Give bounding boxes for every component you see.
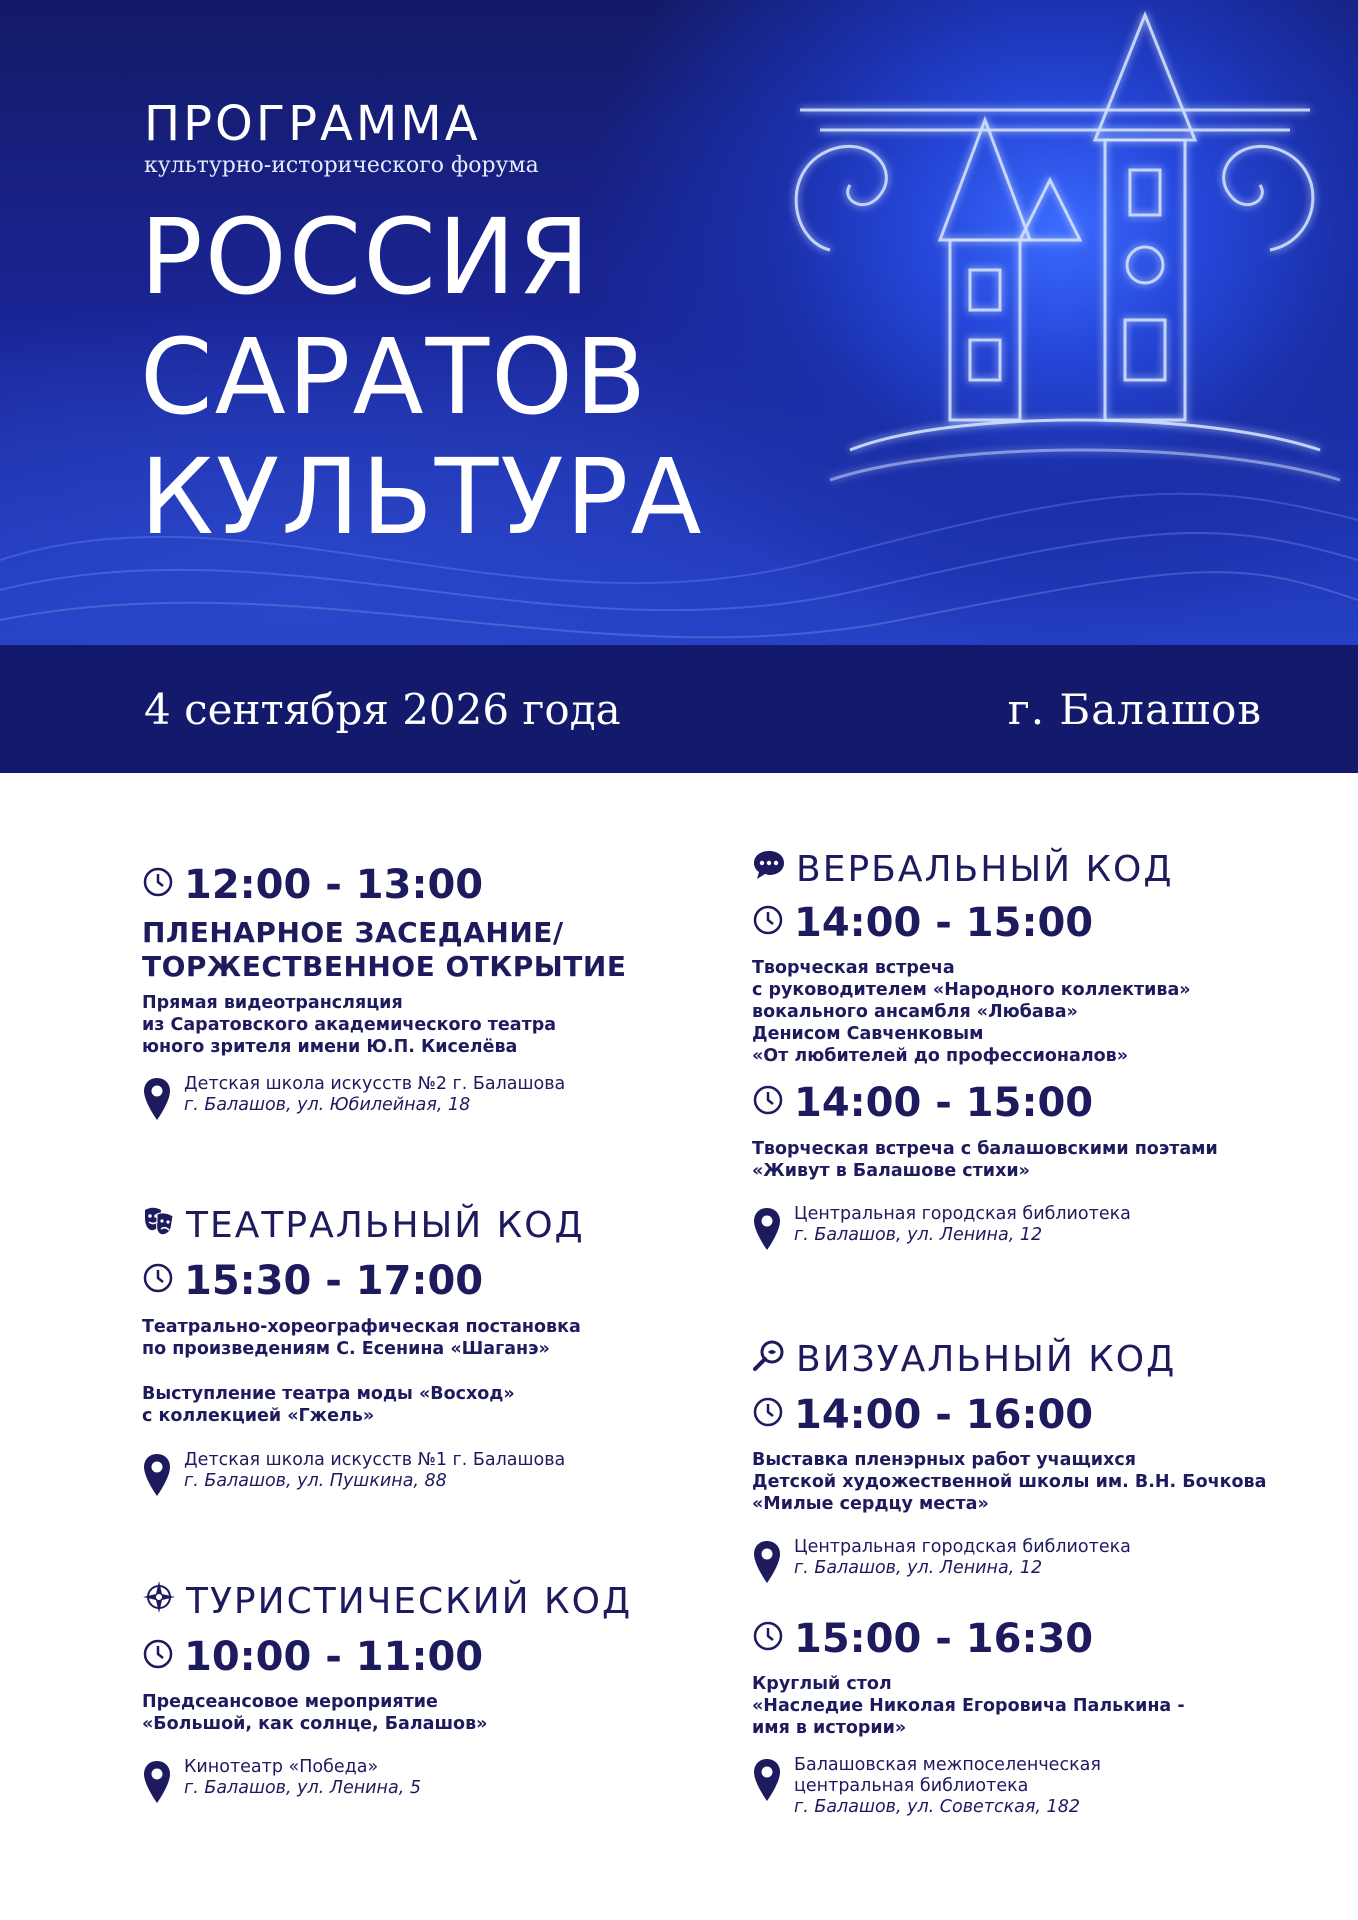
event-date: 4 сентября 2026 года xyxy=(144,685,621,734)
map-pin-icon xyxy=(752,1206,782,1257)
theatre-masks-icon xyxy=(142,1204,176,1247)
plenary-desc-line: Прямая видеотрансляция xyxy=(142,993,403,1013)
plenary-title-line-2: ТОРЖЕСТВЕННОЕ ОТКРЫТИЕ xyxy=(142,950,627,983)
theatre-time xyxy=(142,1258,483,1304)
theatre-description-2 xyxy=(142,1383,515,1427)
theatre-description-1 xyxy=(142,1316,581,1360)
visual-event-2-description xyxy=(752,1673,1185,1739)
verbal-event-1-time xyxy=(752,900,1093,946)
tourist-code-heading xyxy=(142,1580,632,1623)
visual-event-2-place-line-2: центральная библиотека xyxy=(794,1776,1029,1796)
map-pin-icon xyxy=(752,1757,782,1808)
map-pin-icon xyxy=(142,1076,172,1127)
event-city: г. Балашов xyxy=(1007,685,1262,734)
tourist-desc-line: Предсеансовое мероприятие xyxy=(142,1692,438,1712)
verbal-event-2-time xyxy=(752,1080,1093,1126)
plenary-title-line-1: ПЛЕНАРНОЕ ЗАСЕДАНИЕ/ xyxy=(142,916,564,949)
visual-desc-line: Детской художественной школы им. В.Н. Бочкова xyxy=(752,1472,1267,1492)
hero-banner xyxy=(0,0,1358,645)
theatre-desc-line: по произведениям С. Есенина «Шаганэ» xyxy=(142,1339,550,1359)
theatre-code-heading xyxy=(142,1204,585,1247)
visual-event-2-location xyxy=(752,1755,1101,1818)
theatre-place: Детская школа искусств №1 г. Балашова xyxy=(184,1450,566,1470)
tourist-description xyxy=(142,1691,487,1735)
verbal-location xyxy=(752,1204,1131,1257)
map-pin-icon xyxy=(142,1759,172,1810)
verbal-event-1-time-text: 14:00 - 15:00 xyxy=(794,900,1094,946)
tourist-place: Кинотеатр «Победа» xyxy=(184,1757,379,1777)
theatre-desc-line: Выступление театра моды «Восход» xyxy=(142,1384,515,1404)
clock-icon xyxy=(142,862,174,908)
verbal-code-heading xyxy=(752,848,1173,891)
tourist-location xyxy=(142,1757,421,1810)
verbal-event-1-description xyxy=(752,957,1191,1067)
visual-code-text: ВИЗУАЛЬНЫЙ КОД xyxy=(796,1339,1177,1380)
visual-desc-line: «Милые сердцу места» xyxy=(752,1494,989,1514)
verbal-place: Центральная городская библиотека xyxy=(794,1204,1131,1224)
program-label: ПРОГРАММА xyxy=(144,96,481,152)
visual-code-heading xyxy=(752,1338,1176,1381)
verbal-desc-line: Творческая встреча xyxy=(752,958,955,978)
visual-event-1-time-text: 14:00 - 16:00 xyxy=(794,1392,1094,1438)
title-line-3: КУЛЬТУРА xyxy=(140,436,704,558)
tourist-code-text: ТУРИСТИЧЕСКИЙ КОД xyxy=(186,1581,633,1622)
speech-bubble-icon xyxy=(752,848,786,891)
clock-icon xyxy=(752,1080,784,1126)
plenary-desc-line: из Саратовского академического театра xyxy=(142,1015,557,1035)
verbal-address: г. Балашов, ул. Ленина, 12 xyxy=(794,1225,1043,1245)
verbal-desc-line: Денисом Савченковым xyxy=(752,1024,984,1044)
plenary-time xyxy=(142,862,483,908)
theatre-desc-line: Театрально-хореографическая постановка xyxy=(142,1317,581,1337)
visual-event-2-time xyxy=(752,1616,1093,1662)
title-line-2: САРАТОВ xyxy=(140,316,649,438)
theatre-code-text: ТЕАТРАЛЬНЫЙ КОД xyxy=(186,1205,585,1246)
theatre-location xyxy=(142,1450,565,1503)
visual-event-1-description xyxy=(752,1449,1266,1515)
plenary-description xyxy=(142,992,556,1058)
date-band xyxy=(0,645,1358,773)
verbal-code-text: ВЕРБАЛЬНЫЙ КОД xyxy=(796,849,1174,890)
clock-icon xyxy=(142,1258,174,1304)
visual-desc-line: «Наследие Николая Егоровича Палькина - xyxy=(752,1696,1185,1716)
plenary-time-text: 12:00 - 13:00 xyxy=(184,862,484,908)
plenary-title xyxy=(142,916,626,984)
theatre-desc-line: с коллекцией «Гжель» xyxy=(142,1406,375,1426)
plenary-location xyxy=(142,1074,565,1127)
visual-event-1-location xyxy=(752,1537,1131,1590)
verbal-desc-line: Творческая встреча с балашовскими поэтами xyxy=(752,1139,1218,1159)
visual-event-2-time-text: 15:00 - 16:30 xyxy=(794,1616,1094,1662)
verbal-event-2-description xyxy=(752,1138,1218,1182)
tourist-time-text: 10:00 - 11:00 xyxy=(184,1634,484,1680)
visual-desc-line: Выставка пленэрных работ учащихся xyxy=(752,1450,1136,1470)
theatre-address: г. Балашов, ул. Пушкина, 88 xyxy=(184,1471,447,1491)
plenary-place: Детская школа искусств №2 г. Балашова xyxy=(184,1074,566,1094)
compass-icon xyxy=(142,1580,176,1623)
clock-icon xyxy=(752,1392,784,1438)
clock-icon xyxy=(142,1634,174,1680)
visual-event-2-place-line-1: Балашовская межпоселенческая xyxy=(794,1755,1101,1775)
visual-event-1-place: Центральная городская библиотека xyxy=(794,1537,1131,1557)
verbal-desc-line: «Живут в Балашове стихи» xyxy=(752,1161,1030,1181)
tourist-desc-line: «Большой, как солнце, Балашов» xyxy=(142,1714,488,1734)
plenary-address: г. Балашов, ул. Юбилейная, 18 xyxy=(184,1095,471,1115)
visual-event-1-time xyxy=(752,1392,1093,1438)
verbal-desc-line: вокального ансамбля «Любава» xyxy=(752,1002,1078,1022)
verbal-desc-line: «От любителей до профессионалов» xyxy=(752,1046,1129,1066)
verbal-desc-line: с руководителем «Народного коллектива» xyxy=(752,980,1191,1000)
visual-desc-line: Круглый стол xyxy=(752,1674,892,1694)
verbal-event-2-time-text: 14:00 - 15:00 xyxy=(794,1080,1094,1126)
forum-subtitle: культурно-исторического форума xyxy=(144,153,539,178)
tourist-address: г. Балашов, ул. Ленина, 5 xyxy=(184,1778,421,1798)
plenary-desc-line: юного зрителя имени Ю.П. Киселёва xyxy=(142,1037,518,1057)
visual-desc-line: имя в истории» xyxy=(752,1718,907,1738)
clock-icon xyxy=(752,1616,784,1662)
map-pin-icon xyxy=(142,1452,172,1503)
tourist-time xyxy=(142,1634,483,1680)
visual-event-2-address: г. Балашов, ул. Советская, 182 xyxy=(794,1797,1080,1817)
magnifier-icon xyxy=(752,1338,786,1381)
visual-event-1-address: г. Балашов, ул. Ленина, 12 xyxy=(794,1558,1043,1578)
theatre-time-text: 15:30 - 17:00 xyxy=(184,1258,484,1304)
map-pin-icon xyxy=(752,1539,782,1590)
title-line-1: РОССИЯ xyxy=(140,196,592,318)
clock-icon xyxy=(752,900,784,946)
